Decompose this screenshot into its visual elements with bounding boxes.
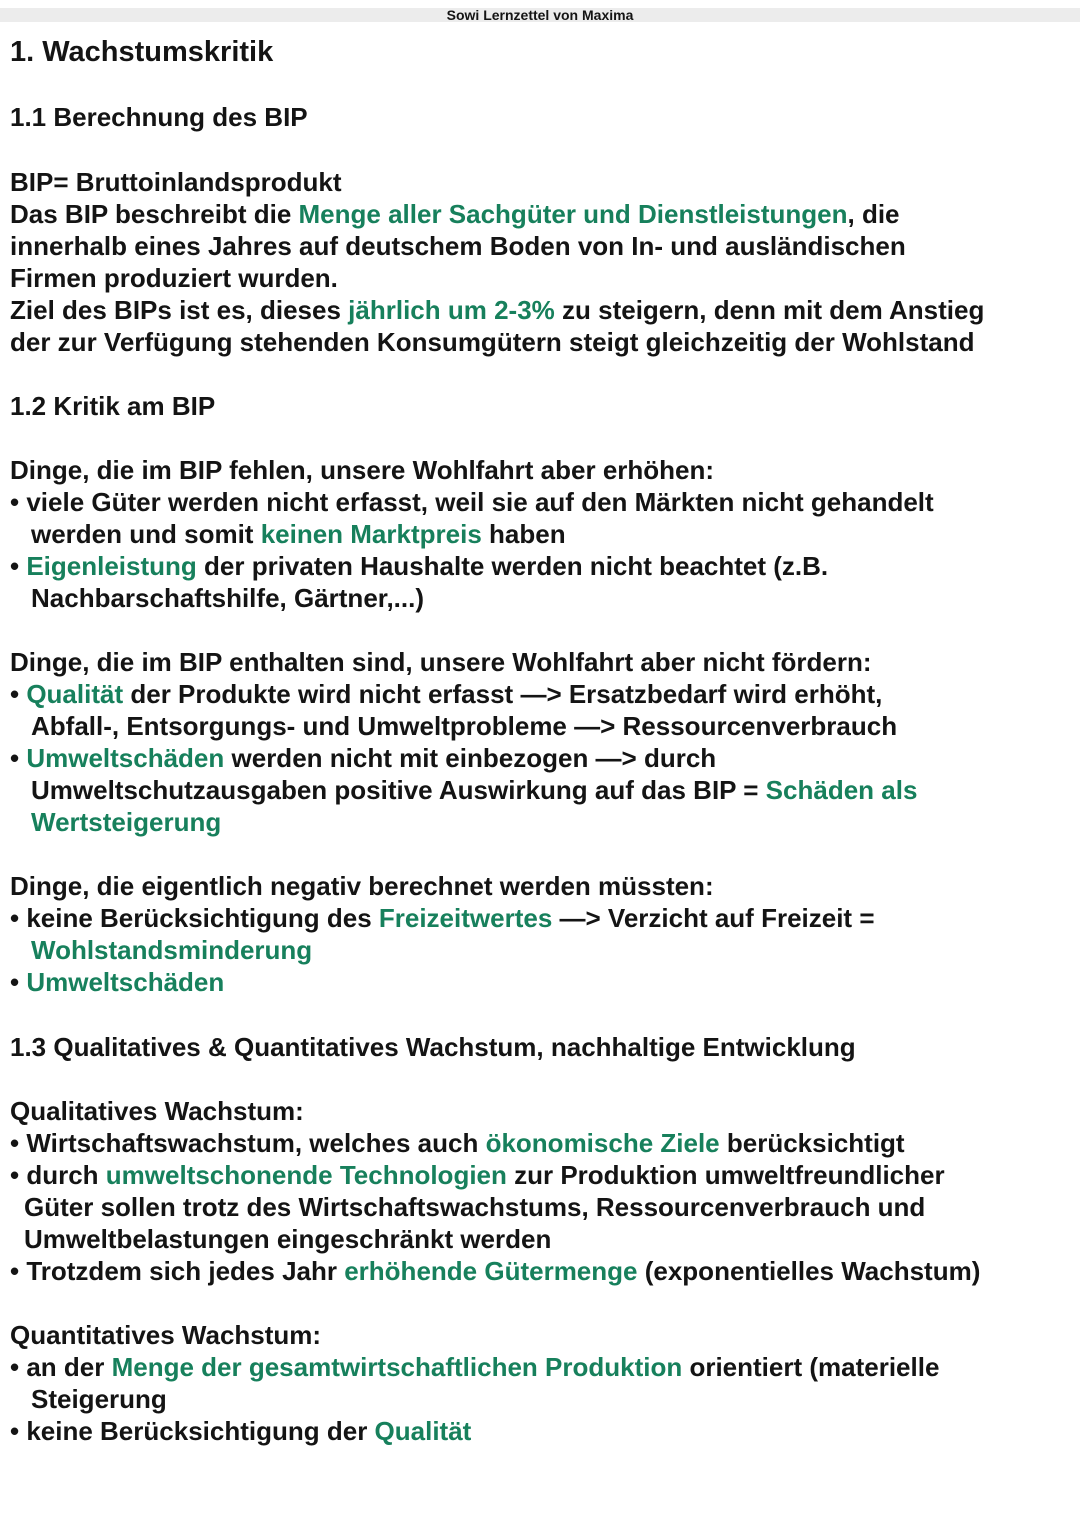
text-segment: • [10, 679, 27, 709]
text-segment: • Wirtschaftswachstum, welches auch [10, 1128, 486, 1158]
bullet-item [10, 1159, 1064, 1191]
bullet-item [10, 1127, 1064, 1159]
highlighted-text: Qualität [26, 679, 124, 709]
list-heading [10, 1095, 1064, 1127]
subsection-heading [10, 390, 1064, 422]
text-segment: innerhalb eines Jahres auf deutschem Boden von In- und ausländischen [10, 231, 906, 261]
highlighted-text: Menge der gesamtwirtschaftlichen Produktion [111, 1352, 683, 1382]
text-segment: Firmen produziert wurden. [10, 263, 338, 293]
list-heading [10, 454, 1064, 486]
paragraph-line [10, 230, 1064, 262]
text-segment: 1.1 Berechnung des BIP [10, 102, 308, 132]
text-segment: Abfall-, Entsorgungs- und Umweltprobleme —> Ressourcenverbrauch [31, 711, 898, 741]
text-segment: • [10, 743, 27, 773]
bullet-item [10, 742, 1064, 774]
bullet-item [10, 1415, 1064, 1447]
highlighted-text: Menge aller Sachgüter und Dienstleistungen [298, 199, 848, 229]
definition-line [10, 166, 1064, 198]
highlighted-text: Schäden als [765, 775, 918, 805]
text-segment: der zur Verfügung stehenden Konsumgütern steigt gleichzeitig der Wohlstand [10, 327, 975, 357]
text-segment: Dinge, die eigentlich negativ berechnet werden müssten: [10, 871, 714, 901]
highlighted-text: erhöhende Gütermenge [344, 1256, 638, 1286]
text-segment: Ziel des BIPs ist es, dieses [10, 295, 349, 325]
text-segment: BIP= Bruttoinlandsprodukt [10, 167, 342, 197]
paragraph-line [10, 294, 1064, 326]
bullet-item [10, 1351, 1064, 1383]
paragraph-line [10, 198, 1064, 230]
text-segment: der Produkte wird nicht erfasst —> Ersatzbedarf wird erhöht, [123, 679, 883, 709]
bullet-continuation [31, 934, 1064, 966]
text-segment: 1.2 Kritik am BIP [10, 391, 216, 421]
text-segment: • [10, 967, 27, 997]
text-segment: Umweltschutzausgaben positive Auswirkung auf das BIP = [31, 775, 766, 805]
highlighted-text: Qualität [374, 1416, 472, 1446]
bullet-item [10, 486, 1064, 518]
highlighted-text: Wertsteigerung [31, 807, 222, 837]
text-segment: Dinge, die im BIP enthalten sind, unsere Wohlfahrt aber nicht fördern: [10, 647, 872, 677]
text-segment: werden nicht mit einbezogen —> durch [224, 743, 717, 773]
text-segment: • viele Güter werden nicht erfasst, weil sie auf den Märkten nicht gehandelt [10, 487, 934, 517]
bullet-continuation [31, 806, 1064, 838]
text-segment: Nachbarschaftshilfe, Gärtner,...) [31, 583, 425, 613]
bullet-continuation [31, 518, 1064, 550]
text-segment: haben [481, 519, 566, 549]
text-segment: orientiert (materielle [682, 1352, 940, 1382]
highlighted-text: Umweltschäden [26, 967, 225, 997]
subsection-heading [10, 101, 1064, 133]
list-heading [10, 870, 1064, 902]
text-segment: zur Produktion umweltfreundlicher [506, 1160, 945, 1190]
text-segment: Steigerung [31, 1384, 167, 1414]
text-segment: Quantitatives Wachstum: [10, 1320, 322, 1350]
bullet-continuation [24, 1223, 1064, 1255]
text-segment: Dinge, die im BIP fehlen, unsere Wohlfahrt aber erhöhen: [10, 455, 715, 485]
subsection-heading [10, 1031, 1064, 1063]
highlighted-text: keinen Marktpreis [260, 519, 482, 549]
bullet-item [10, 966, 1064, 998]
bullet-item [10, 1255, 1064, 1287]
highlighted-text: Wohlstandsminderung [31, 935, 313, 965]
highlighted-text: Eigenleistung [26, 551, 197, 581]
text-segment: 1.3 Qualitatives & Quantitatives Wachstum, nachhaltige Entwicklung [10, 1032, 856, 1062]
bullet-item [10, 902, 1064, 934]
list-heading [10, 1319, 1064, 1351]
highlighted-text: Freizeitwertes [378, 903, 553, 933]
text-segment: • [10, 551, 27, 581]
bullet-continuation [31, 1383, 1064, 1415]
bullet-continuation [31, 710, 1064, 742]
text-segment: berücksichtigt [719, 1128, 905, 1158]
paragraph-line [10, 262, 1064, 294]
bullet-item [10, 550, 1064, 582]
text-segment: —> Verzicht auf Freizeit = [552, 903, 875, 933]
text-segment: , die [847, 199, 900, 229]
paragraph-line [10, 326, 1064, 358]
highlighted-text: jährlich um 2-3% [348, 295, 555, 325]
text-segment: • an der [10, 1352, 112, 1382]
text-segment: 1. Wachstumskritik [10, 36, 274, 68]
bullet-item [10, 678, 1064, 710]
text-segment: werden und somit [31, 519, 261, 549]
text-segment: Umweltbelastungen eingeschränkt werden [24, 1224, 552, 1254]
bullet-continuation [31, 582, 1064, 614]
text-segment: • durch [10, 1160, 106, 1190]
section-heading [10, 36, 1064, 68]
header-title: Sowi Lernzettel von Maxima [446, 7, 634, 23]
highlighted-text: ökonomische Ziele [485, 1128, 720, 1158]
text-segment: (exponentielles Wachstum) [637, 1256, 981, 1286]
bullet-continuation [31, 774, 1064, 806]
text-segment: zu steigern, denn mit dem Anstieg [554, 295, 985, 325]
list-heading [10, 646, 1064, 678]
text-segment: der privaten Haushalte werden nicht beachtet (z.B. [196, 551, 829, 581]
text-segment: Das BIP beschreibt die [10, 199, 299, 229]
text-segment: Güter sollen trotz des Wirtschaftswachstums, Ressourcenverbrauch und [24, 1192, 926, 1222]
highlighted-text: Umweltschäden [26, 743, 225, 773]
highlighted-text: umweltschonende Technologien [105, 1160, 507, 1190]
text-segment: • keine Berücksichtigung des [10, 903, 379, 933]
bullet-continuation [24, 1191, 1064, 1223]
text-segment: Qualitatives Wachstum: [10, 1096, 304, 1126]
text-segment: • Trotzdem sich jedes Jahr [10, 1256, 345, 1286]
text-segment: • keine Berücksichtigung der [10, 1416, 375, 1446]
